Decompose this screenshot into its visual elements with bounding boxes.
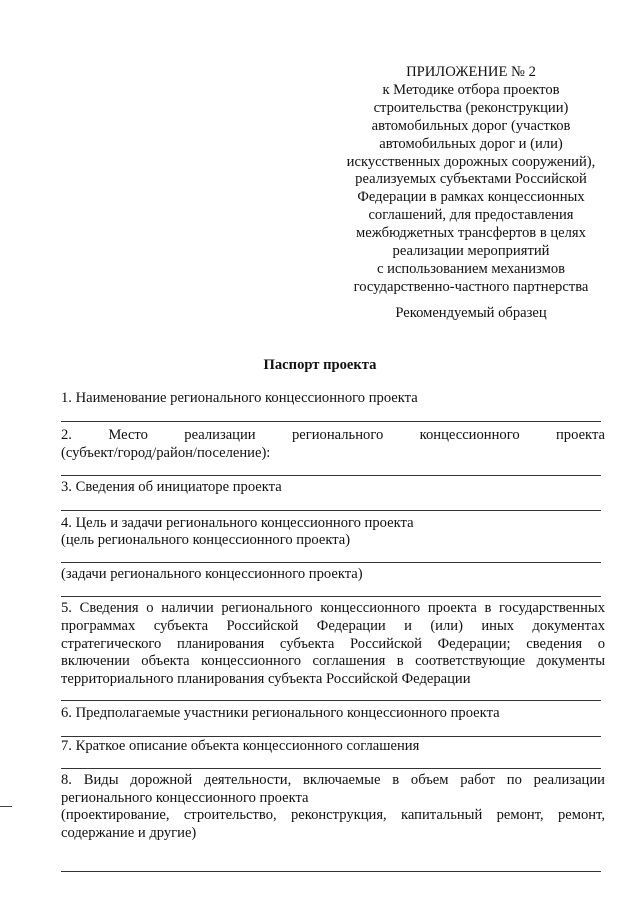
item-3-fill-line xyxy=(61,510,601,511)
scan-edge-mark xyxy=(0,806,12,807)
appendix-line: автомобильных дорог (участков xyxy=(371,117,571,134)
appendix-line: государственно-частного партнерства xyxy=(353,278,589,295)
appendix-line: межбюджетных трансфертов в целях xyxy=(356,225,586,242)
item-6-text: 6. Предполагаемые участники регионального концессионного проекта xyxy=(61,705,500,721)
item-4-tasks-caption: (задачи регионального концессионного проекта) xyxy=(61,566,363,582)
item-5-fill-line xyxy=(61,700,601,701)
item-2-subtext: (субъект/город/район/поселение): xyxy=(61,445,271,461)
appendix-line: с использованием механизмов xyxy=(376,260,566,277)
recommended-sample-label: Рекомендуемый образец xyxy=(395,305,547,321)
item-4-goal-caption: (цель регионального концессионного проекта) xyxy=(61,532,351,548)
appendix-line: автомобильных дорог и (или) xyxy=(379,135,563,152)
item-4-tasks-fill-line xyxy=(61,596,601,597)
appendix-header xyxy=(330,64,612,297)
appendix-line: искусственных дорожных сооружений), xyxy=(346,153,596,170)
item-7-text: 7. Краткое описание объекта концессионного соглашения xyxy=(61,738,420,754)
item-2-fill-line xyxy=(61,475,601,476)
appendix-line: соглашений, для предоставления xyxy=(368,207,574,224)
appendix-line: строительства (реконструкции) xyxy=(373,99,569,116)
item-2-text: 2. Место реализации регионального концессионного проекта xyxy=(61,427,605,443)
item-4-text: 4. Цель и задачи регионального концессионного проекта xyxy=(61,515,414,531)
item-7-fill-line xyxy=(61,768,601,769)
item-1-fill-line xyxy=(61,421,601,422)
item-8-text: 8. Виды дорожной деятельности, включаемые в объем работ по реализации регионального концессионного проекта xyxy=(61,772,605,806)
item-5-text: 5. Сведения о наличии регионального концессионного проекта в государственных программах субъекта Российской Федерации и (или) иных документах стратегического планирования субъекта Российской Федерации; сведения о включении объекта концессионного соглашения в соответствующие документы территориального планирования субъекта Российской Федерации xyxy=(61,600,605,688)
item-1-text: 1. Наименование регионального концессионного проекта xyxy=(61,390,418,406)
item-4-goal-fill-line xyxy=(61,562,601,563)
appendix-line: реализации мероприятий xyxy=(392,243,550,260)
appendix-line: ПРИЛОЖЕНИЕ № 2 xyxy=(406,64,536,80)
item-3-text: 3. Сведения об инициаторе проекта xyxy=(61,479,282,495)
appendix-line: к Методике отбора проектов xyxy=(382,81,560,98)
appendix-line: Федерации в рамках концессионных xyxy=(357,189,585,206)
appendix-line: реализуемых субъектами Российской xyxy=(355,171,587,188)
document-title: Паспорт проекта xyxy=(263,357,377,373)
item-8-fill-line xyxy=(61,871,601,872)
item-8-subtext: (проектирование, строительство, реконструкция, капитальный ремонт, ремонт, содержание и другие) xyxy=(61,807,605,841)
